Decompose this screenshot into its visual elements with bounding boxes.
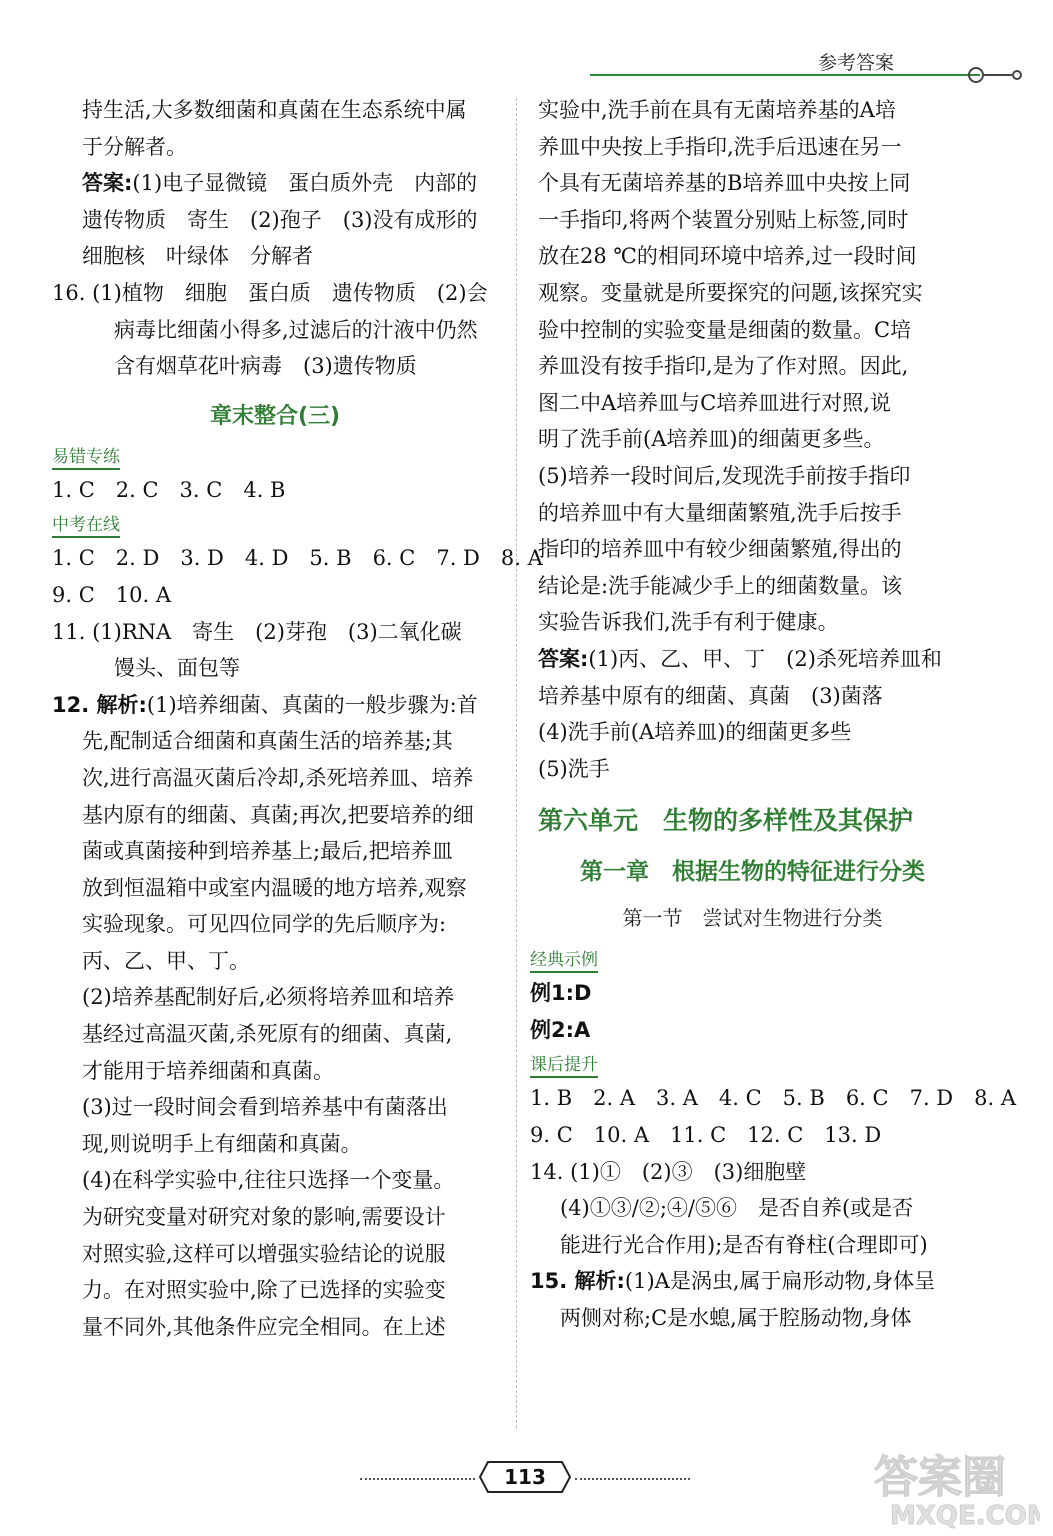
header-rule bbox=[590, 74, 980, 76]
text-line: 力。在对照实验中,除了已选择的实验变 bbox=[82, 1278, 446, 1303]
answer-label: 答案: bbox=[538, 646, 589, 671]
watermark-logo bbox=[860, 1440, 1040, 1530]
text-line: (2)培养基配制好后,必须将培养皿和培养 bbox=[82, 985, 455, 1010]
text-line: (5)洗手 bbox=[538, 756, 610, 781]
text-line: 次,进行高温灭菌后冷却,杀死培养皿、培养 bbox=[82, 765, 474, 790]
question-12: 12. 解析:(1)培养细菌、真菌的一般步骤为:首 bbox=[52, 692, 478, 717]
text-line: 个具有无菌培养基的B培养皿中央按上同 bbox=[538, 171, 911, 196]
tag-label: 中考在线 bbox=[52, 514, 120, 538]
text-line: 能进行光合作用);是否有脊柱(合理即可) bbox=[560, 1232, 928, 1257]
text-line: 先,配制适合细菌和真菌生活的培养基;其 bbox=[82, 729, 453, 754]
unit-title: 第六单元 生物的多样性及其保护 bbox=[538, 806, 914, 836]
svg-text:MXQE.COM: MXQE.COM bbox=[890, 1501, 1040, 1530]
dotted-rule bbox=[575, 1478, 690, 1480]
text-line: 的培养皿中有大量细菌繁殖,洗手后按手 bbox=[538, 500, 902, 525]
tag-label: 经典示例 bbox=[530, 949, 598, 973]
text-line: 现,则说明手上有细菌和真菌。 bbox=[82, 1131, 362, 1156]
text-line: 细胞核 叶绿体 分解者 bbox=[82, 244, 313, 269]
text-line: 培养基中原有的细菌、真菌 (3)菌落 bbox=[538, 683, 883, 708]
text-line: 持生活,大多数细菌和真菌在生态系统中属 bbox=[82, 98, 467, 122]
answers-row: 1. C 2. C 3. C 4. B bbox=[52, 477, 286, 502]
text-line: 实验现象。可见四位同学的先后顺序为: bbox=[82, 912, 447, 937]
text-line: 量不同外,其他条件应完全相同。在上述 bbox=[82, 1314, 446, 1339]
watermark-icon bbox=[860, 1440, 1040, 1530]
question-11: 11. (1)RNA 寄生 (2)芽孢 (3)二氧化碳 bbox=[52, 619, 462, 644]
text-line: 实验中,洗手前在具有无菌培养基的A培 bbox=[538, 98, 896, 122]
question-16: 16. (1)植物 细胞 蛋白质 遗传物质 (2)会 bbox=[52, 280, 488, 305]
example-answer: 例1:D bbox=[530, 981, 592, 1006]
text-line: 图二中A培养皿与C培养皿进行对照,说 bbox=[538, 390, 891, 415]
text-line: (4)在科学实验中,往往只选择一个变量。 bbox=[82, 1168, 455, 1193]
text-line: 养皿中央按上手指印,洗手后迅速在另一 bbox=[538, 134, 902, 159]
right-column bbox=[530, 92, 1017, 1337]
text-line: (3)过一段时间会看到培养基中有菌落出 bbox=[82, 1095, 448, 1120]
text-line: 放在28 ℃的相同环境中培养,过一段时间 bbox=[538, 244, 917, 269]
answer-line: 答案:(1)丙、乙、甲、丁 (2)杀死培养皿和 bbox=[538, 646, 942, 671]
chapter-title: 第一章 根据生物的特征进行分类 bbox=[580, 859, 925, 886]
text-line: 实验告诉我们,洗手有利于健康。 bbox=[538, 610, 839, 635]
question-15: 15. 解析:(1)A是涡虫,属于扁形动物,身体呈 bbox=[530, 1269, 936, 1294]
text-line: 于分解者。 bbox=[82, 134, 187, 159]
text-line: 才能用于培养细菌和真菌。 bbox=[82, 1058, 334, 1083]
analysis-label: 15. 解析: bbox=[530, 1269, 625, 1294]
answers-row: 1. B 2. A 3. A 4. C 5. B 6. C 7. D 8. A bbox=[530, 1086, 1017, 1111]
text-line: (4)①③/②;④/⑤⑥ 是否自养(或是否 bbox=[560, 1196, 914, 1221]
section-title: 章末整合(三) bbox=[209, 403, 341, 429]
text-line: 明了洗手前(A培养皿)的细菌更多些。 bbox=[538, 427, 885, 452]
page-number: 113 bbox=[478, 1460, 572, 1494]
text-line: 一手指印,将两个装置分别贴上标签,同时 bbox=[538, 207, 909, 232]
text-line: 基内原有的细菌、真菌;再次,把要培养的细 bbox=[82, 802, 474, 827]
text-line: 丙、乙、甲、丁。 bbox=[82, 948, 250, 973]
answer-label: 答案: bbox=[82, 171, 133, 196]
text-line: 指印的培养皿中有较少细菌繁殖,得出的 bbox=[538, 537, 902, 562]
tag-label: 课后提升 bbox=[530, 1054, 598, 1078]
answers-row: 9. C 10. A bbox=[52, 582, 172, 607]
header-ornament-icon bbox=[960, 64, 1030, 86]
page-footer bbox=[360, 1460, 690, 1500]
question-14: 14. (1)① (2)③ (3)细胞壁 bbox=[530, 1159, 807, 1184]
svg-text:答案圈: 答案圈 bbox=[874, 1452, 1006, 1503]
text-line: 馒头、面包等 bbox=[114, 656, 240, 681]
column-divider bbox=[516, 98, 517, 1428]
text-line: (5)培养一段时间后,发现洗手前按手指印 bbox=[538, 463, 911, 488]
text-line: 遗传物质 寄生 (2)孢子 (3)没有成形的 bbox=[82, 207, 478, 232]
analysis-label: 12. 解析: bbox=[52, 692, 147, 717]
dotted-rule bbox=[360, 1478, 475, 1480]
answer-line: 答案:(1)电子显微镜 蛋白质外壳 内部的 bbox=[82, 171, 478, 196]
text-line: 病毒比细菌小得多,过滤后的汁液中仍然 bbox=[114, 317, 478, 342]
text-line: 养皿没有按手指印,是为了作对照。因此, bbox=[538, 354, 909, 379]
text-line: 菌或真菌接种到培养基上;最后,把培养皿 bbox=[82, 839, 453, 864]
question-12-body bbox=[52, 723, 498, 1345]
text-line: 含有烟草花叶病毒 (3)遗传物质 bbox=[114, 354, 417, 379]
text-line: (4)洗手前(A培养皿)的细菌更多些 bbox=[538, 720, 852, 745]
tag-label: 易错专练 bbox=[52, 446, 120, 470]
text-line: 结论是:洗手能减少手上的细菌数量。该 bbox=[538, 573, 903, 598]
left-column bbox=[52, 92, 543, 1345]
text-line: 验中控制的实验变量是细菌的数量。C培 bbox=[538, 317, 912, 342]
text-line: 观察。变量就是所要探究的问题,该探究实 bbox=[538, 280, 923, 305]
example-answer: 例2:A bbox=[530, 1017, 591, 1042]
text-line: 两侧对称;C是水螅,属于腔肠动物,身体 bbox=[560, 1306, 912, 1331]
text-line: 基经过高温灭菌,杀死原有的细菌、真菌, bbox=[82, 1022, 453, 1047]
answers-row: 1. C 2. D 3. D 4. D 5. B 6. C 7. D 8. A bbox=[52, 546, 543, 571]
right-body bbox=[530, 92, 975, 641]
text-line: 为研究变量对研究对象的影响,需要设计 bbox=[82, 1205, 446, 1230]
header-label: 参考答案 bbox=[818, 52, 895, 74]
text-line: 对照实验,这样可以增强实验结论的说服 bbox=[82, 1241, 446, 1266]
text-line: 放到恒温箱中或室内温暖的地方培养,观察 bbox=[82, 875, 467, 900]
answers-row: 9. C 10. A 11. C 12. C 13. D bbox=[530, 1123, 882, 1148]
section-subtitle: 第一节 尝试对生物进行分类 bbox=[622, 906, 883, 931]
